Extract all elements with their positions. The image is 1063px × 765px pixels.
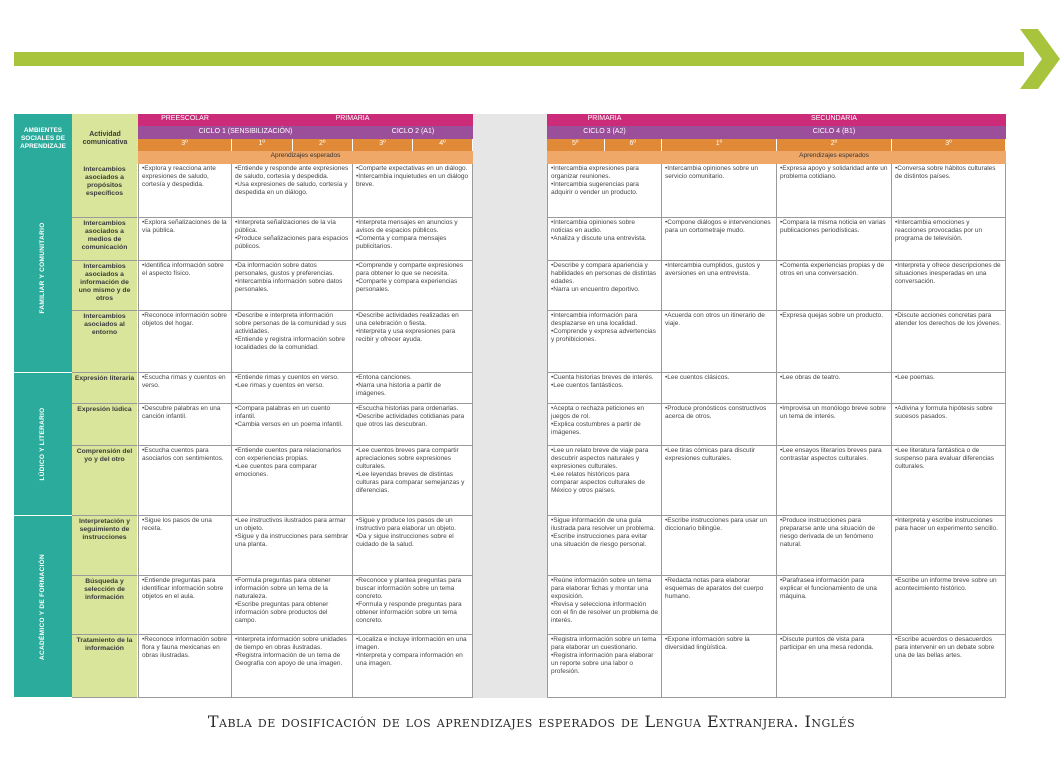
header-ciclo-3: CICLO 3 (A2) bbox=[547, 126, 662, 139]
header-grade: 2º bbox=[293, 139, 354, 151]
table-cell: •Conversa sobre hábitos culturales de distintos países. bbox=[892, 164, 1006, 218]
header-aprendizajes-right: Aprendizajes esperados bbox=[662, 151, 1006, 164]
header-actividad: Actividad comunicativa bbox=[72, 114, 138, 164]
activity-label: Búsqueda y selección de información bbox=[72, 576, 138, 635]
header-secundaria: SECUNDARIA bbox=[662, 114, 1006, 126]
table-cell: •Entiende y responde ante expresiones de saludo, cortesía y despedida. •Usa expresiones de saludo, cortesía y despedida en un diálogo. bbox=[232, 164, 353, 218]
table-cell: •Entona canciones. •Narra una historia a partir de imágenes. bbox=[353, 373, 473, 404]
table-caption: Tabla de dosificación de los aprendizajes esperados de Lengua Extranjera. Inglés bbox=[207, 712, 856, 731]
table-cell: •Intercambia cumplidos, gustos y aversiones en una entrevista. bbox=[662, 261, 777, 311]
table-cell: •Interpreta y ofrece descripciones de situaciones inesperadas en una conversación. bbox=[892, 261, 1006, 311]
table-cell: •Lee cuentos breves para compartir apreciaciones sobre expresiones culturales. •Lee leyendas breves de distintas culturas para comparar semejanzas y diferencias. bbox=[353, 446, 473, 516]
header-aprendizajes-left: Aprendizajes esperados bbox=[138, 151, 473, 164]
table-cell: •Escucha rimas y cuentos en verso. bbox=[138, 373, 232, 404]
table-cell: •Intercambia opiniones sobre noticias en audio. •Analiza y discute una entrevista. bbox=[547, 218, 662, 261]
table-cell: •Sigue y produce los pasos de un instructivo para elaborar un objeto. •Da y sigue instrucciones sobre el cuidado de la salud. bbox=[353, 516, 473, 576]
table-cell: •Lee ensayos literarios breves para contrastar aspectos culturales. bbox=[777, 446, 892, 516]
table-cell: •Localiza e incluye información en una imagen. •Interpreta y compara información en una imagen. bbox=[353, 635, 473, 698]
table-cell: •Explora señalizaciones de la vía pública. bbox=[138, 218, 232, 261]
table-cell: •Improvisa un monólogo breve sobre un tema de interés. bbox=[777, 404, 892, 446]
table-cell: •Cuenta historias breves de interés. •Lee cuentos fantásticos. bbox=[547, 373, 662, 404]
table-cell: •Reúne información sobre un tema para elaborar fichas y montar una exposición. •Revisa y selecciona información con el fin de resolver un problema de interés. bbox=[547, 576, 662, 635]
header-primaria-left: PRIMARIA bbox=[232, 114, 473, 126]
table-cell: •Acuerda con otros un itinerario de viaje. bbox=[662, 311, 777, 373]
activity-label: Intercambios asociados al entorno bbox=[72, 311, 138, 373]
table-cell: •Compone diálogos e intervenciones para un cortometraje mudo. bbox=[662, 218, 777, 261]
table-cell: •Interpreta y escribe instrucciones para hacer un experimento sencillo. bbox=[892, 516, 1006, 576]
band-label bbox=[14, 516, 72, 698]
table-cell: •Intercambia expresiones para organizar reuniones. •Intercambia sugerencias para adquirir o vender un producto. bbox=[547, 164, 662, 218]
header-grade: 5º bbox=[547, 139, 605, 151]
header-aprendizajes-spacer bbox=[547, 151, 662, 164]
table-cell: •Comenta experiencias propias y de otros en una conversación. bbox=[777, 261, 892, 311]
table-cell: •Compara palabras en un cuento infantil. •Cambia versos en un poema infantil. bbox=[232, 404, 353, 446]
gutter-gap bbox=[473, 114, 547, 698]
band-label-text: LÚDICO Y LITERARIO bbox=[39, 407, 46, 481]
activity-label: Tratamiento de la información bbox=[72, 635, 138, 698]
header-ciclo-4: CICLO 4 (B1) bbox=[662, 126, 1006, 139]
band-label bbox=[14, 373, 72, 516]
table-cell: •Interpreta información sobre unidades de tiempo en obras ilustradas. •Registra información de un tema de Geografía con apoyo de una imagen. bbox=[232, 635, 353, 698]
header-grade: 1º bbox=[232, 139, 293, 151]
table-cell: •Intercambia emociones y reacciones provocadas por un programa de televisión. bbox=[892, 218, 1006, 261]
table-cell: •Entiende cuentos para relacionarlos con experiencias propias. •Lee cuentos para comparar emociones. bbox=[232, 446, 353, 516]
header-ciclo-2: CICLO 2 (A1) bbox=[353, 126, 473, 139]
dosification-table bbox=[14, 114, 1006, 698]
arrow-right-icon bbox=[1016, 29, 1061, 89]
table-cell: •Registra información sobre un tema para elaborar un cuestionario. •Registra información para elaborar un reporte sobre una labor o profesión. bbox=[547, 635, 662, 698]
table-cell: •Redacta notas para elaborar esquemas de aparatos del cuerpo humano. bbox=[662, 576, 777, 635]
header-primaria-right: PRIMARIA bbox=[547, 114, 662, 126]
header-grade: 3º bbox=[892, 139, 1006, 151]
table-cell: •Comprende y comparte expresiones para obtener lo que se necesita. •Comparte y compara experiencias personales. bbox=[353, 261, 473, 311]
header-grade: 3º bbox=[138, 139, 232, 151]
table-cell: •Lee obras de teatro. bbox=[777, 373, 892, 404]
header-ciclo-1: CICLO 1 (SENSIBILIZACIÓN) bbox=[138, 126, 353, 139]
header-grade: 1º bbox=[662, 139, 777, 151]
activity-label: Expresión lúdica bbox=[72, 404, 138, 446]
table-cell: •Sigue los pasos de una receta. bbox=[138, 516, 232, 576]
table-cell: •Formula preguntas para obtener información sobre un tema de la naturaleza. •Escribe preguntas para obtener información sobre productos del campo. bbox=[232, 576, 353, 635]
activity-label: Comprensión del yo y del otro bbox=[72, 446, 138, 516]
table-cell: •Describe y compara apariencia y habilidades en personas de distintas edades. •Narra un encuentro deportivo. bbox=[547, 261, 662, 311]
header-grade: 3º bbox=[353, 139, 413, 151]
table-cell: •Produce instrucciones para prepararse ante una situación de riesgo derivada de un fenómeno natural. bbox=[777, 516, 892, 576]
table-cell: •Interpreta señalizaciones de la vía pública. •Produce señalizaciones para espacios públicos. bbox=[232, 218, 353, 261]
table-cell: •Describe e interpreta información sobre personas de la comunidad y sus actividades. •Entiende y registra información sobre localidades de la comunidad. bbox=[232, 311, 353, 373]
table-cell: •Expone información sobre la diversidad lingüística. bbox=[662, 635, 777, 698]
table-cell: •Discute puntos de vista para participar en una mesa redonda. bbox=[777, 635, 892, 698]
header-ambientes: AMBIENTES SOCIALES DE APRENDIZAJE bbox=[14, 114, 72, 164]
band-label bbox=[14, 164, 72, 373]
activity-label: Intercambios asociados a medios de comunicación bbox=[72, 218, 138, 261]
table-cell: •Compara la misma noticia en varias publicaciones periodísticas. bbox=[777, 218, 892, 261]
table-cell: •Lee un relato breve de viaje para descubrir aspectos naturales y expresiones culturales. •Lee relatos históricos para comparar aspectos culturales de México y otros países. bbox=[547, 446, 662, 516]
activity-label: Intercambios asociados a propósitos específicos bbox=[72, 164, 138, 218]
table-cell: •Escucha historias para ordenarlas. •Describe actividades cotidianas para que otros las descubran. bbox=[353, 404, 473, 446]
table-cell: •Descubre palabras en una canción infantil. bbox=[138, 404, 232, 446]
table-cell: •Reconoce información sobre flora y fauna mexicanas en obras ilustradas. bbox=[138, 635, 232, 698]
band-label-text: ACADÉMICO Y DE FORMACIÓN bbox=[39, 553, 46, 660]
table-cell: •Lee instructivos ilustrados para armar un objeto. •Sigue y da instrucciones para sembrar una planta. bbox=[232, 516, 353, 576]
table-cell: •Escribe acuerdos o desacuerdos para intervenir en un debate sobre una de las bellas artes. bbox=[892, 635, 1006, 698]
table-cell: •Sigue información de una guía ilustrada para resolver un problema. •Escribe instrucciones para evitar una situación de riesgo personal. bbox=[547, 516, 662, 576]
table-cell: •Identifica información sobre el aspecto físico. bbox=[138, 261, 232, 311]
decorative-arrow-bar bbox=[14, 52, 1024, 66]
table-cell: •Reconoce y plantea preguntas para buscar información sobre un tema concreto. •Formula y responde preguntas para obtener información sobre un tema concreto. bbox=[353, 576, 473, 635]
table-cell: •Reconoce información sobre objetos del hogar. bbox=[138, 311, 232, 373]
table-cell: •Escribe un informe breve sobre un acontecimiento histórico. bbox=[892, 576, 1006, 635]
table-cell: •Expresa apoyo y solidaridad ante un problema cotidiano. bbox=[777, 164, 892, 218]
table-cell: •Produce pronósticos constructivos acerca de otros. bbox=[662, 404, 777, 446]
table-cell: •Intercambia información para desplazarse en una localidad. •Comprende y expresa advertencias y prohibiciones. bbox=[547, 311, 662, 373]
table-cell: •Lee literatura fantástica o de suspenso para evaluar diferencias culturales. bbox=[892, 446, 1006, 516]
table-cell: •Comparte expectativas en un diálogo. •Intercambia inquietudes en un diálogo breve. bbox=[353, 164, 473, 218]
activity-label: Intercambios asociados a información de uno mismo y de otros bbox=[72, 261, 138, 311]
table-cell: •Entiende preguntas para identificar información sobre objetos en el aula. bbox=[138, 576, 232, 635]
table-cell: •Escribe instrucciones para usar un diccionario bilingüe. bbox=[662, 516, 777, 576]
band-label-text: FAMILIAR Y COMUNITARIO bbox=[39, 222, 46, 314]
header-grade: 2º bbox=[777, 139, 892, 151]
header-preescolar: PREESCOLAR bbox=[138, 114, 232, 126]
activity-label: Interpretación y seguimiento de instrucciones bbox=[72, 516, 138, 576]
table-cell: •Interpreta mensajes en anuncios y avisos de espacios públicos. •Comenta y compara mensajes publicitarios. bbox=[353, 218, 473, 261]
table-cell: •Lee tiras cómicas para discutir expresiones culturales. bbox=[662, 446, 777, 516]
table-cell: •Describe actividades realizadas en una celebración o fiesta. •Interpreta y usa expresiones para recibir y ofrecer ayuda. bbox=[353, 311, 473, 373]
table-cell: •Lee poemas. bbox=[892, 373, 1006, 404]
table-cell: •Discute acciones concretas para atender los derechos de los jóvenes. bbox=[892, 311, 1006, 373]
table-cell: •Acepta o rechaza peticiones en juegos de rol. •Explica costumbres a partir de imágenes. bbox=[547, 404, 662, 446]
header-grade: 6º bbox=[605, 139, 663, 151]
table-cell: •Escucha cuentos para asociarlos con sentimientos. bbox=[138, 446, 232, 516]
table-cell: •Adivina y formula hipótesis sobre sucesos pasados. bbox=[892, 404, 1006, 446]
activity-label: Expresión literaria bbox=[72, 373, 138, 404]
table-cell: •Expresa quejas sobre un producto. bbox=[777, 311, 892, 373]
table-cell: •Entiende rimas y cuentos en verso. •Lee rimas y cuentos en verso. bbox=[232, 373, 353, 404]
table-cell: •Parafrasea información para explicar el funcionamiento de una máquina. bbox=[777, 576, 892, 635]
table-cell: •Lee cuentos clásicos. bbox=[662, 373, 777, 404]
table-cell: •Da información sobre datos personales, gustos y preferencias. •Intercambia información sobre datos personales. bbox=[232, 261, 353, 311]
table-cell: •Intercambia opiniones sobre un servicio comunitario. bbox=[662, 164, 777, 218]
table-cell: •Explora y reacciona ante expresiones de saludo, cortesía y despedida. bbox=[138, 164, 232, 218]
header-grade: 4º bbox=[413, 139, 473, 151]
